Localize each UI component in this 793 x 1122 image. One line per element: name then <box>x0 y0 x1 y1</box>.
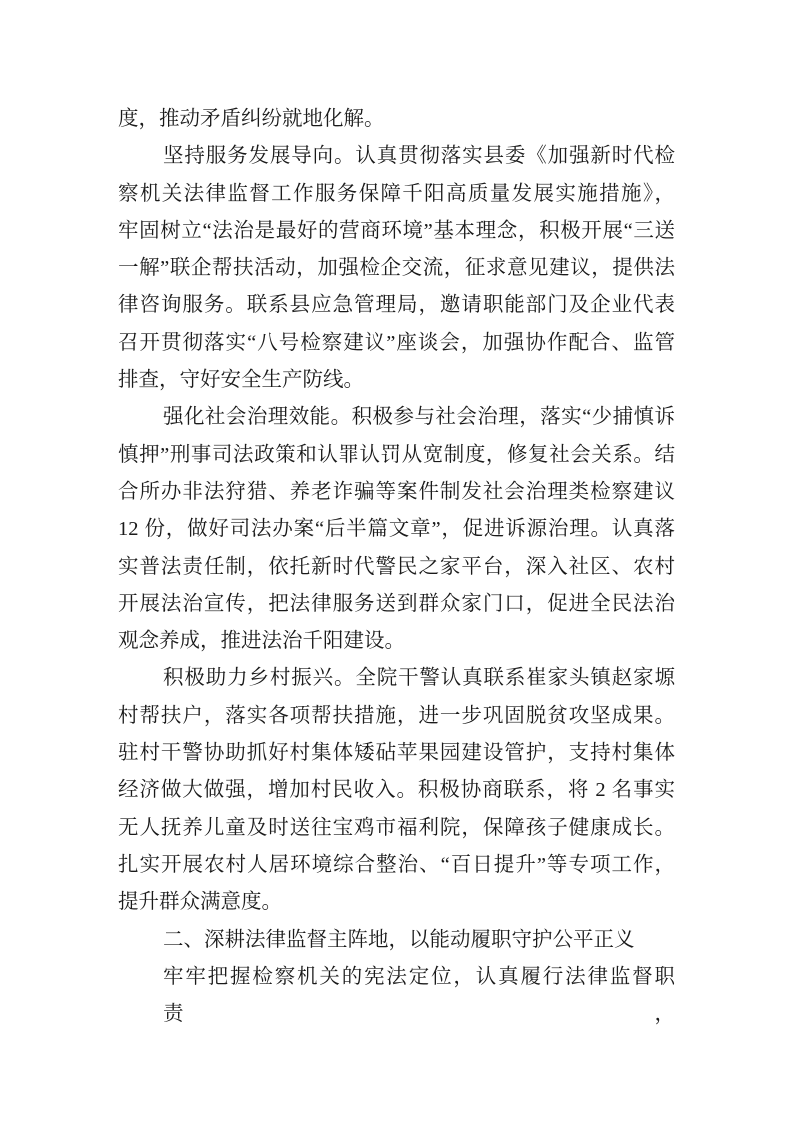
text-line: 经济做大做强，增加村民收入。积极协商联系，将 2 名事实 <box>118 779 675 802</box>
text-line: 牢固树立“法治是最好的营商环境”基本理念，积极开展“三送 <box>118 219 675 242</box>
text-line: 无人抚养儿童及时送往宝鸡市福利院，保障孩子健康成长。 <box>118 816 675 839</box>
text-line: 村帮扶户，落实各项帮扶措施，进一步巩固脱贫攻坚成果。 <box>118 704 675 727</box>
document-page <box>118 101 675 1026</box>
text-line: 度，推动矛盾纠纷就地化解。 <box>118 108 385 130</box>
text-line: 积极助力乡村振兴。全院干警认真联系崔家头镇赵家塬 <box>163 667 675 690</box>
text-line: 律咨询服务。联系县应急管理局，邀请职能部门及企业代表 <box>118 294 675 317</box>
text-line: 一解”联企帮扶活动，加强检企交流，征求意见建议，提供法 <box>118 257 675 280</box>
text-line: 提升群众满意度。 <box>118 891 282 914</box>
text-line: 观念养成，推进法治千阳建设。 <box>118 630 405 653</box>
text-line: 牢牢把握检察机关的宪法定位，认真履行法律监督职责， <box>163 965 675 1026</box>
text-line: 合所办非法狩猎、养老诈骗等案件制发社会治理类检察建议 <box>118 480 675 503</box>
text-line: 驻村干警协助抓好村集体矮砧苹果园建设管护，支持村集体 <box>118 742 675 765</box>
text-line: 12 份，做好司法办案“后半篇文章”，促进诉源治理。认真落 <box>118 518 675 541</box>
text-line: 二、深耕法律监督主阵地，以能动履职守护公平正义 <box>163 928 635 951</box>
text-line: 强化社会治理效能。积极参与社会治理，落实“少捕慎诉 <box>163 406 675 429</box>
text-line: 排查，守好安全生产防线。 <box>118 369 364 392</box>
text-line: 慎押”刑事司法政策和认罪认罚从宽制度，修复社会关系。结 <box>118 443 675 466</box>
text-line: 坚持服务发展导向。认真贯彻落实县委《加强新时代检 <box>163 145 675 168</box>
text-line: 实普法责任制，依托新时代警民之家平台，深入社区、农村 <box>118 555 675 578</box>
text-line: 察机关法律监督工作服务保障千阳高质量发展实施措施》， <box>118 182 675 205</box>
text-line: 开展法治宣传，把法律服务送到群众家门口，促进全民法治 <box>118 592 675 615</box>
text-line: 扎实开展农村人居环境综合整治、“百日提升”等专项工作， <box>118 853 675 876</box>
text-line: 召开贯彻落实“八号检察建议”座谈会，加强协作配合、监管 <box>118 331 675 354</box>
